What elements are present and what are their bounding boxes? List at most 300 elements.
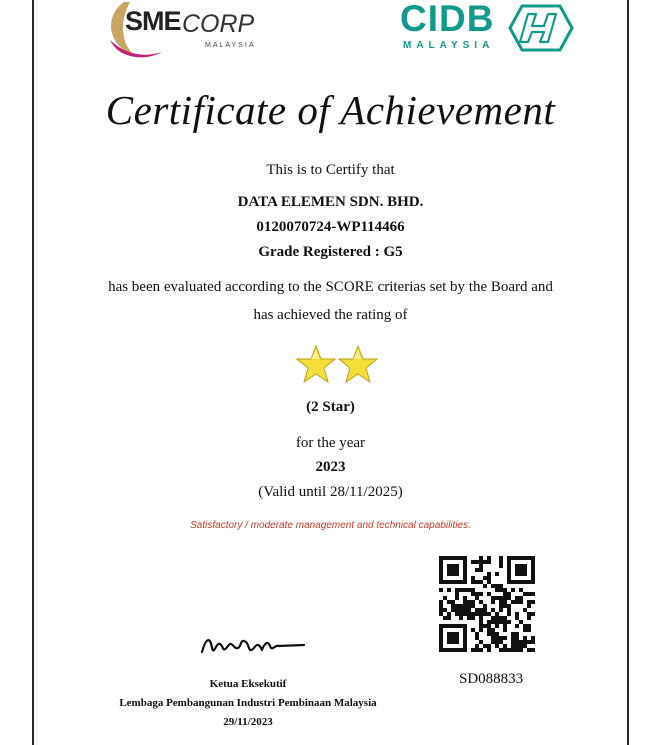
qr-module [487, 644, 491, 648]
qr-module [491, 616, 495, 620]
qr-module [479, 580, 483, 584]
qr-module [531, 592, 535, 596]
qr-module [459, 612, 463, 616]
qr-module [519, 620, 523, 624]
qr-module [471, 628, 475, 632]
qr-module [519, 580, 523, 584]
qr-module [527, 592, 531, 596]
qr-module [507, 580, 511, 584]
qr-module [507, 648, 511, 652]
qr-module [531, 572, 535, 576]
qr-module [447, 632, 451, 636]
qr-module [483, 624, 487, 628]
signature-date: 29/11/2023 [223, 716, 273, 728]
qr-module [519, 556, 523, 560]
qr-module [439, 628, 443, 632]
qr-module [463, 556, 467, 560]
qr-module [459, 588, 463, 592]
qr-module [463, 632, 467, 636]
qr-module [507, 576, 511, 580]
qr-module [463, 640, 467, 644]
qr-module [455, 572, 459, 576]
qr-module [455, 640, 459, 644]
qr-module [491, 628, 495, 632]
qr-module [439, 624, 443, 628]
qr-module [515, 556, 519, 560]
qr-module [495, 596, 499, 600]
qr-module [483, 604, 487, 608]
qr-module [439, 556, 443, 560]
qr-module [507, 572, 511, 576]
qr-module [439, 560, 443, 564]
qr-module [519, 648, 523, 652]
qr-module [459, 616, 463, 620]
qr-module [527, 640, 531, 644]
evaluation-line-2: has achieved the rating of [253, 307, 408, 323]
qr-module [499, 588, 503, 592]
qr-module [447, 588, 451, 592]
qr-module [475, 596, 479, 600]
qr-module [531, 580, 535, 584]
cidb-emblem-icon [508, 4, 574, 52]
qr-module [479, 560, 483, 564]
qr-module [495, 588, 499, 592]
qr-module [507, 564, 511, 568]
qr-module [531, 612, 535, 616]
qr-module [495, 612, 499, 616]
qr-module [507, 596, 511, 600]
qr-module [447, 556, 451, 560]
qr-module [511, 588, 515, 592]
qr-module [483, 584, 487, 588]
qr-module [515, 572, 519, 576]
qr-module [455, 636, 459, 640]
qr-module [491, 608, 495, 612]
qr-module [475, 632, 479, 636]
qr-module [531, 556, 535, 560]
qr-module [491, 636, 495, 640]
qr-module [495, 584, 499, 588]
qr-module [475, 644, 479, 648]
qr-module [507, 560, 511, 564]
qr-module [519, 600, 523, 604]
qr-module [495, 616, 499, 620]
qr-module [463, 612, 467, 616]
qr-module [499, 620, 503, 624]
cidb-logo-text: CIDB [400, 0, 495, 39]
qr-module [447, 616, 451, 620]
qr-module [519, 588, 523, 592]
qr-module [463, 604, 467, 608]
corp-logo-text: CORP [182, 10, 255, 38]
qr-module [499, 556, 503, 560]
qr-module [439, 576, 443, 580]
qr-module [499, 608, 503, 612]
qr-module [455, 568, 459, 572]
qr-module [471, 560, 475, 564]
qr-module [531, 576, 535, 580]
qr-module [479, 612, 483, 616]
qr-module [487, 628, 491, 632]
qr-module [459, 608, 463, 612]
qr-module [447, 600, 451, 604]
qr-module [459, 648, 463, 652]
qr-module [487, 592, 491, 596]
qr-module [463, 628, 467, 632]
cidb-logo [400, 0, 580, 60]
qr-module [447, 648, 451, 652]
qr-module [451, 568, 455, 572]
qr-module [475, 648, 479, 652]
qr-module [523, 568, 527, 572]
qr-module [475, 560, 479, 564]
qr-module [491, 640, 495, 644]
valid-until: (Valid until 28/11/2025) [258, 484, 403, 500]
qr-module [455, 592, 459, 596]
qr-module [447, 568, 451, 572]
qr-module [507, 620, 511, 624]
qr-module [439, 636, 443, 640]
qr-module [447, 572, 451, 576]
qr-module [443, 616, 447, 620]
qr-module [487, 620, 491, 624]
qr-module [463, 580, 467, 584]
qr-module [503, 628, 507, 632]
qr-module [499, 648, 503, 652]
qr-module [479, 608, 483, 612]
qr-module [507, 604, 511, 608]
qr-module [479, 640, 483, 644]
qr-module [527, 628, 531, 632]
qr-module [499, 600, 503, 604]
certificate-title: Certificate of Achievement [105, 87, 556, 133]
qr-module [459, 556, 463, 560]
qr-module [479, 592, 483, 596]
qr-module [439, 632, 443, 636]
qr-module [523, 580, 527, 584]
qr-module [455, 608, 459, 612]
qr-module [443, 556, 447, 560]
qr-module [479, 620, 483, 624]
qr-module [499, 564, 503, 568]
qr-module [463, 648, 467, 652]
qr-module [515, 580, 519, 584]
qr-module [475, 636, 479, 640]
qr-module [503, 624, 507, 628]
qr-module [495, 572, 499, 576]
qr-module [455, 624, 459, 628]
qr-module [471, 616, 475, 620]
qr-code [439, 556, 535, 652]
qr-module [507, 612, 511, 616]
qr-module [527, 616, 531, 620]
qr-module [455, 604, 459, 608]
qr-module [483, 612, 487, 616]
qr-module [459, 580, 463, 584]
qr-module [467, 616, 471, 620]
qr-module [439, 640, 443, 644]
qr-module [523, 636, 527, 640]
qr-module [519, 572, 523, 576]
qr-module [515, 644, 519, 648]
qr-module [463, 608, 467, 612]
qr-module [455, 564, 459, 568]
qr-module [511, 644, 515, 648]
qr-module [499, 584, 503, 588]
qr-module [463, 596, 467, 600]
qr-module [463, 564, 467, 568]
qr-module [451, 632, 455, 636]
qr-module [451, 624, 455, 628]
qr-module [455, 580, 459, 584]
qr-module [439, 568, 443, 572]
star-icon [338, 344, 378, 384]
qr-module [475, 612, 479, 616]
qr-module [527, 556, 531, 560]
qr-module [479, 568, 483, 572]
qr-module [467, 612, 471, 616]
qr-module [519, 644, 523, 648]
qr-module [463, 636, 467, 640]
qr-module [515, 564, 519, 568]
qr-module [447, 580, 451, 584]
qr-module [519, 564, 523, 568]
qr-module [463, 576, 467, 580]
qr-module [455, 556, 459, 560]
qr-module [451, 580, 455, 584]
qr-module [527, 604, 531, 608]
qr-module [531, 600, 535, 604]
qr-module [439, 648, 443, 652]
qr-module [511, 556, 515, 560]
qr-module [523, 628, 527, 632]
qr-module [451, 640, 455, 644]
qr-module [511, 640, 515, 644]
qr-module [495, 640, 499, 644]
qr-module [455, 612, 459, 616]
qr-module [495, 636, 499, 640]
qr-module [443, 580, 447, 584]
qr-module [475, 580, 479, 584]
qr-module [527, 612, 531, 616]
signatory-title: Ketua Eksekutif [209, 678, 287, 690]
qr-module [467, 604, 471, 608]
qr-module [491, 620, 495, 624]
qr-module [503, 648, 507, 652]
star-icon [296, 344, 336, 384]
qr-module [463, 568, 467, 572]
qr-module [495, 624, 499, 628]
qr-module [439, 644, 443, 648]
qr-module [443, 648, 447, 652]
qr-module [447, 612, 451, 616]
qr-module [487, 632, 491, 636]
qr-module [499, 596, 503, 600]
qr-module [531, 560, 535, 564]
qr-module [527, 624, 531, 628]
qr-module [451, 572, 455, 576]
company-name: DATA ELEMEN SDN. BHD. [237, 194, 424, 210]
qr-module [495, 620, 499, 624]
qr-module [443, 624, 447, 628]
qr-module [511, 580, 515, 584]
qr-module [463, 588, 467, 592]
qr-module [483, 608, 487, 612]
registration-number: 0120070724-WP114466 [256, 219, 405, 235]
qr-module [515, 612, 519, 616]
signature-image [198, 628, 308, 660]
qr-module [523, 644, 527, 648]
qr-module [507, 608, 511, 612]
qr-module [439, 608, 443, 612]
serial-number: SD088833 [459, 671, 524, 687]
qr-module [523, 624, 527, 628]
qr-module [439, 572, 443, 576]
qr-module [515, 632, 519, 636]
qr-module [507, 592, 511, 596]
qr-module [503, 616, 507, 620]
qr-module [451, 608, 455, 612]
qr-module [511, 600, 515, 604]
qr-module [491, 584, 495, 588]
qr-module [519, 568, 523, 572]
qr-module [455, 588, 459, 592]
qr-module [459, 604, 463, 608]
qr-module [523, 608, 527, 612]
qr-module [487, 560, 491, 564]
qr-module [459, 624, 463, 628]
sme-corp-logo [100, 0, 275, 65]
qr-module [491, 632, 495, 636]
year-label: for the year [295, 435, 366, 451]
cidb-logo-country: MALAYSIA [403, 40, 495, 51]
qr-module [439, 580, 443, 584]
qr-module [471, 604, 475, 608]
qr-module [531, 568, 535, 572]
qr-module [483, 576, 487, 580]
qr-module [467, 608, 471, 612]
qr-module [439, 588, 443, 592]
rating-description: Satisfactory / moderate management and technical capabilities. [190, 520, 471, 531]
qr-module [511, 648, 515, 652]
qr-module [447, 636, 451, 640]
qr-module [515, 624, 519, 628]
qr-module [463, 624, 467, 628]
qr-module [503, 588, 507, 592]
qr-module [439, 612, 443, 616]
qr-module [511, 636, 515, 640]
qr-module [495, 632, 499, 636]
qr-module [451, 648, 455, 652]
qr-module [527, 648, 531, 652]
sme-logo-text: SME [125, 6, 181, 36]
qr-module [471, 588, 475, 592]
star-rating [296, 344, 380, 384]
qr-module [499, 604, 503, 608]
qr-module [479, 624, 483, 628]
qr-module [523, 572, 527, 576]
qr-module [515, 616, 519, 620]
qr-module [503, 636, 507, 640]
qr-module [451, 564, 455, 568]
qr-module [483, 644, 487, 648]
qr-module [463, 560, 467, 564]
qr-module [475, 608, 479, 612]
qr-module [487, 572, 491, 576]
qr-module [487, 580, 491, 584]
qr-module [487, 624, 491, 628]
qr-module [487, 576, 491, 580]
qr-module [523, 564, 527, 568]
certify-intro: This is to Certify that [266, 162, 395, 178]
qr-module [451, 604, 455, 608]
qr-module [483, 560, 487, 564]
qr-module [475, 568, 479, 572]
sme-logo-country: MALAYSIA [205, 42, 256, 49]
qr-module [463, 644, 467, 648]
qr-module [503, 592, 507, 596]
qr-module [447, 624, 451, 628]
qr-module [507, 556, 511, 560]
qr-module [439, 600, 443, 604]
qr-module [451, 556, 455, 560]
qr-module [519, 640, 523, 644]
qr-module [455, 632, 459, 636]
qr-module [479, 600, 483, 604]
qr-module [455, 648, 459, 652]
qr-module [499, 640, 503, 644]
qr-module [531, 564, 535, 568]
qr-module [523, 592, 527, 596]
qr-module [531, 640, 535, 644]
qr-module [503, 596, 507, 600]
qr-module [499, 560, 503, 564]
qr-module [463, 600, 467, 604]
qr-module [471, 612, 475, 616]
qr-module [455, 596, 459, 600]
qr-module [471, 576, 475, 580]
qr-module [451, 636, 455, 640]
qr-module [467, 588, 471, 592]
qr-module [527, 580, 531, 584]
qr-module [479, 628, 483, 632]
rating-label: (2 Star) [306, 399, 355, 415]
qr-module [443, 608, 447, 612]
qr-module [447, 640, 451, 644]
qr-module [503, 604, 507, 608]
qr-module [523, 640, 527, 644]
qr-module [503, 644, 507, 648]
qr-module [503, 620, 507, 624]
qr-module [499, 616, 503, 620]
qr-module [515, 640, 519, 644]
qr-module [479, 556, 483, 560]
evaluation-line-1: has been evaluated according to the SCORE criterias set by the Board and [108, 279, 553, 295]
qr-module [447, 564, 451, 568]
qr-module [479, 648, 483, 652]
qr-module [515, 636, 519, 640]
qr-module [491, 596, 495, 600]
qr-module [527, 600, 531, 604]
qr-module [503, 600, 507, 604]
qr-module [487, 556, 491, 560]
qr-module [523, 556, 527, 560]
qr-module [515, 648, 519, 652]
qr-module [487, 612, 491, 616]
qr-module [471, 580, 475, 584]
qr-module [515, 568, 519, 572]
qr-module [471, 648, 475, 652]
